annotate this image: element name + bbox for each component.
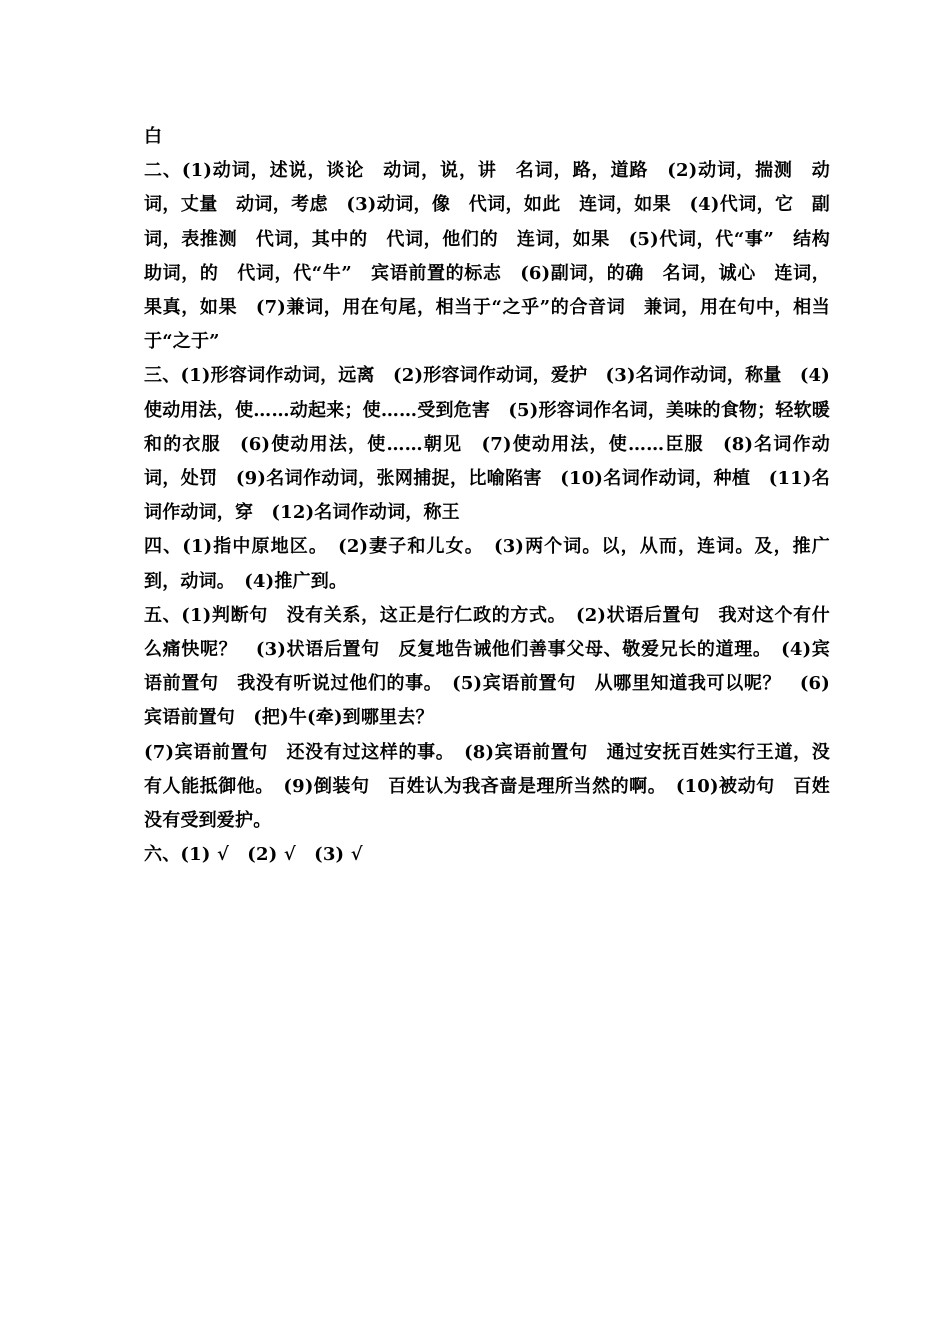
paragraph-section-4: 四、(1)指中原地区。 (2)妻子和儿女。 (3)两个词。以，从而，连词。及，推广到，动词。 (4)推广到。: [144, 536, 830, 592]
paragraph-section-3: 三、(1)形容词作动词，远离 (2)形容词作动词，爱护 (3)名词作动词，称量 (4)使动用法，使……动起来；使……受到危害 (5)形容词作名词，美味的食物；轻软暖和的衣服 (6)使动用法，使……朝见 (7)使动用法，使……臣服 (8)名词作动词，处罚 (9)名词作动词，张网捕捉，比喻陷害 (10)名词作动词，种植 (11)名词作动词，穿 (12)名词作动词，称王: [144, 365, 830, 524]
paragraph-section-5: 五、(1)判断句 没有关系，这正是行仁政的方式。 (2)状语后置句 我对这个有什么痛快呢？ (3)状语后置句 反复地告诫他们善事父母、敬爱兄长的道理。 (4)宾语前置句 我没有听说过他们的事。 (5)宾语前置句 从哪里知道我可以呢？ (6)宾语前置句 (把)牛(牵)到哪里去？: [144, 604, 830, 729]
paragraph-section-6: 六、(1) √ (2) √ (3) √: [144, 844, 363, 866]
answer-text-body: [144, 120, 830, 872]
paragraph-section-5-continued: (7)宾语前置句 还没有过这样的事。 (8)宾语前置句 通过安抚百姓实行王道，没有人能抵御他。 (9)倒装句 百姓认为我吝啬是理所当然的啊。 (10)被动句 百姓没有受到爱护。: [144, 741, 830, 832]
paragraph-continuation: 白: [144, 126, 163, 147]
paragraph-section-2: 二、(1)动词，述说，谈论 动词，说，讲 名词，路，道路 (2)动词，揣测 动词，丈量 动词，考虑 (3)动词，像 代词，如此 连词，如果 (4)代词，它 副词，表推测 代词，其中的 代词，他们的 连词，如果 (5)代词，代“事” 结构助词，的 代词，代“牛” 宾语前置的标志 (6)副词，的确 名词，诚心 连词，果真，如果 (7)兼词，用在句尾，相当于“之乎”的合音词 兼词，用在句中，相当于“之于”: [144, 160, 830, 353]
